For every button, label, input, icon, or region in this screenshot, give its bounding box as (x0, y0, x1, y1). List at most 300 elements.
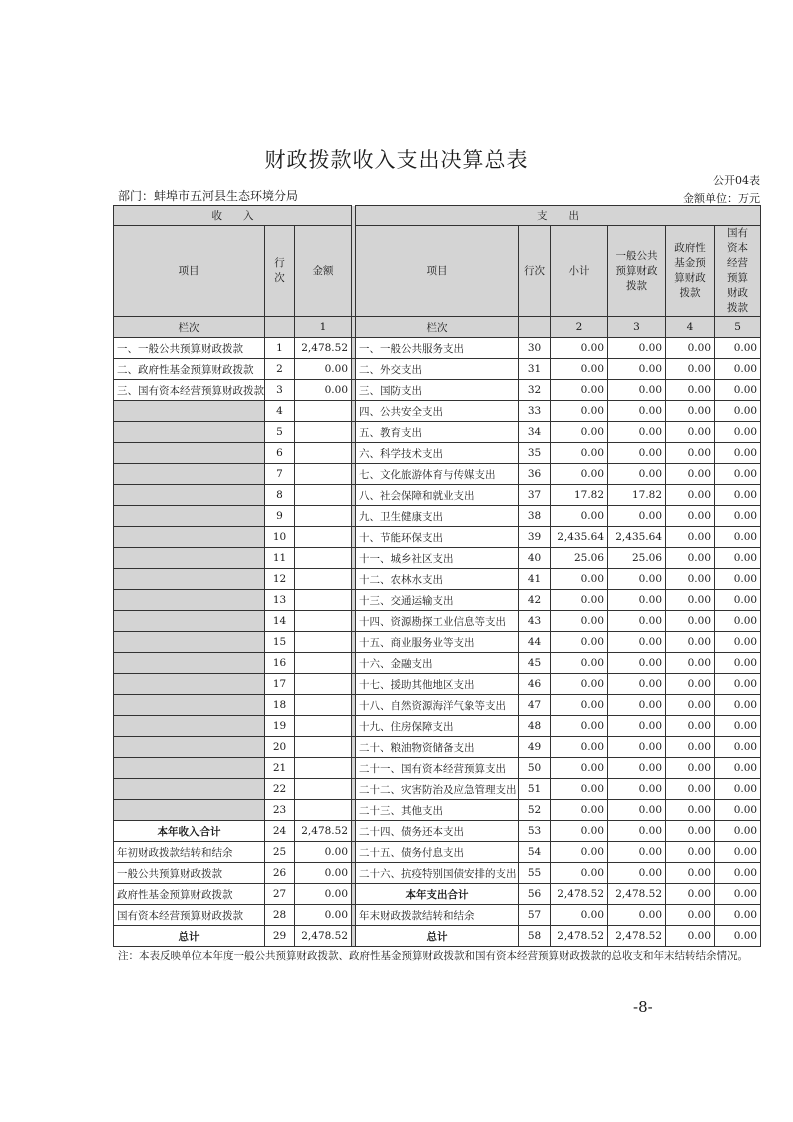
cell-general: 0.00 (608, 611, 666, 632)
cell-income-row: 12 (265, 569, 295, 590)
col-number-general: 3 (608, 317, 666, 338)
cell-expense-item: 七、文化旅游体育与传媒支出 (356, 464, 519, 485)
cell-expense-item: 二十五、债务付息支出 (356, 842, 519, 863)
cell-income-amount (295, 569, 352, 590)
cell-income-row: 22 (265, 779, 295, 800)
cell-expense-row: 50 (519, 758, 551, 779)
cell-income-row: 11 (265, 548, 295, 569)
cell-state-capital: 0.00 (715, 611, 761, 632)
cell-gov-fund: 0.00 (666, 695, 715, 716)
cell-income-row: 4 (265, 401, 295, 422)
cell-state-capital: 0.00 (715, 905, 761, 926)
cell-state-capital: 0.00 (715, 485, 761, 506)
table-row (114, 863, 761, 884)
cell-income-item (114, 674, 265, 695)
cell-income-row: 5 (265, 422, 295, 443)
cell-state-capital: 0.00 (715, 653, 761, 674)
cell-subtotal: 0.00 (551, 758, 608, 779)
cell-income-amount (295, 800, 352, 821)
table-row (114, 485, 761, 506)
footnote: 注：本表反映单位本年度一般公共预算财政拨款、政府性基金预算财政拨款和国有资本经营预算财政拨款的总收支和年末结转结余情况。 (118, 950, 748, 962)
cell-subtotal: 0.00 (551, 464, 608, 485)
cell-expense-item: 二、外交支出 (356, 359, 519, 380)
col-number-empty-2 (519, 317, 551, 338)
cell-general: 17.82 (608, 485, 666, 506)
col-number-subtotal: 2 (551, 317, 608, 338)
cell-income-item (114, 758, 265, 779)
cell-expense-row: 41 (519, 569, 551, 590)
cell-expense-row: 39 (519, 527, 551, 548)
cell-expense-row: 47 (519, 695, 551, 716)
cell-gov-fund: 0.00 (666, 569, 715, 590)
table-row (114, 653, 761, 674)
cell-subtotal: 0.00 (551, 779, 608, 800)
header-subtotal: 小计 (551, 226, 608, 317)
cell-expense-item: 五、教育支出 (356, 422, 519, 443)
cell-expense-row: 55 (519, 863, 551, 884)
cell-general: 0.00 (608, 779, 666, 800)
cell-expense-row: 43 (519, 611, 551, 632)
cell-expense-row: 56 (519, 884, 551, 905)
cell-expense-item: 年末财政拨款结转和结余 (356, 905, 519, 926)
cell-income-row: 23 (265, 800, 295, 821)
cell-gov-fund: 0.00 (666, 338, 715, 359)
cell-income-amount (295, 674, 352, 695)
cell-income-item (114, 443, 265, 464)
cell-income-item (114, 422, 265, 443)
col-number-gov-fund: 4 (666, 317, 715, 338)
cell-general: 2,478.52 (608, 884, 666, 905)
cell-income-row: 26 (265, 863, 295, 884)
cell-expense-row: 52 (519, 800, 551, 821)
table-row (114, 779, 761, 800)
col-number-label: 栏次 (114, 317, 265, 338)
cell-expense-item: 二十三、其他支出 (356, 800, 519, 821)
cell-state-capital: 0.00 (715, 632, 761, 653)
cell-income-amount (295, 401, 352, 422)
cell-income-item (114, 800, 265, 821)
cell-expense-item: 十七、援助其他地区支出 (356, 674, 519, 695)
cell-state-capital: 0.00 (715, 359, 761, 380)
cell-expense-item: 二十四、债务还本支出 (356, 821, 519, 842)
cell-general: 0.00 (608, 695, 666, 716)
table-row (114, 905, 761, 926)
cell-income-row: 15 (265, 632, 295, 653)
cell-expense-row: 40 (519, 548, 551, 569)
cell-state-capital: 0.00 (715, 674, 761, 695)
cell-income-item: 一、一般公共预算财政拨款 (114, 338, 265, 359)
cell-expense-item: 十九、住房保障支出 (356, 716, 519, 737)
expense-section-header: 支 出 (356, 206, 761, 226)
cell-subtotal: 0.00 (551, 611, 608, 632)
cell-gov-fund: 0.00 (666, 590, 715, 611)
cell-general: 2,478.52 (608, 926, 666, 947)
cell-subtotal: 2,435.64 (551, 527, 608, 548)
column-header-row (114, 226, 761, 317)
cell-state-capital: 0.00 (715, 506, 761, 527)
cell-expense-row: 53 (519, 821, 551, 842)
cell-expense-item: 二十、粮油物资储备支出 (356, 737, 519, 758)
cell-income-amount (295, 737, 352, 758)
cell-income-amount (295, 548, 352, 569)
cell-income-row: 13 (265, 590, 295, 611)
table-row (114, 674, 761, 695)
cell-income-row: 17 (265, 674, 295, 695)
cell-subtotal: 0.00 (551, 338, 608, 359)
cell-income-row: 27 (265, 884, 295, 905)
cell-subtotal: 0.00 (551, 695, 608, 716)
cell-expense-row: 49 (519, 737, 551, 758)
cell-state-capital: 0.00 (715, 758, 761, 779)
column-number-row (114, 317, 761, 338)
cell-gov-fund: 0.00 (666, 527, 715, 548)
cell-expense-row: 54 (519, 842, 551, 863)
table-row (114, 422, 761, 443)
cell-subtotal: 0.00 (551, 359, 608, 380)
cell-income-amount (295, 779, 352, 800)
cell-general: 0.00 (608, 842, 666, 863)
cell-subtotal: 0.00 (551, 737, 608, 758)
cell-state-capital: 0.00 (715, 338, 761, 359)
cell-expense-item: 十四、资源勘探工业信息等支出 (356, 611, 519, 632)
cell-subtotal: 0.00 (551, 569, 608, 590)
cell-income-row: 16 (265, 653, 295, 674)
cell-state-capital: 0.00 (715, 548, 761, 569)
cell-income-amount (295, 653, 352, 674)
cell-general: 0.00 (608, 380, 666, 401)
cell-income-row: 28 (265, 905, 295, 926)
table-row (114, 464, 761, 485)
cell-expense-row: 37 (519, 485, 551, 506)
table-row (114, 842, 761, 863)
cell-general: 0.00 (608, 338, 666, 359)
cell-income-amount (295, 590, 352, 611)
cell-income-amount (295, 464, 352, 485)
cell-subtotal: 0.00 (551, 506, 608, 527)
cell-income-amount (295, 632, 352, 653)
cell-expense-row: 38 (519, 506, 551, 527)
cell-gov-fund: 0.00 (666, 380, 715, 401)
table-row (114, 716, 761, 737)
table-row (114, 359, 761, 380)
cell-income-item: 本年收入合计 (114, 821, 265, 842)
cell-expense-row: 45 (519, 653, 551, 674)
cell-gov-fund: 0.00 (666, 653, 715, 674)
table-row (114, 401, 761, 422)
cell-expense-item: 十一、城乡社区支出 (356, 548, 519, 569)
cell-income-row: 19 (265, 716, 295, 737)
cell-income-amount: 0.00 (295, 359, 352, 380)
cell-expense-item: 总计 (356, 926, 519, 947)
cell-income-row: 1 (265, 338, 295, 359)
table-row (114, 737, 761, 758)
cell-income-item: 总计 (114, 926, 265, 947)
table-row (114, 443, 761, 464)
cell-general: 0.00 (608, 401, 666, 422)
cell-general: 0.00 (608, 716, 666, 737)
cell-income-amount (295, 611, 352, 632)
cell-expense-row: 36 (519, 464, 551, 485)
cell-income-amount (295, 485, 352, 506)
cell-income-amount (295, 422, 352, 443)
header-expense-row-no: 行次 (519, 226, 551, 317)
cell-income-amount: 0.00 (295, 905, 352, 926)
cell-state-capital: 0.00 (715, 695, 761, 716)
cell-general: 0.00 (608, 632, 666, 653)
income-section-header: 收 入 (114, 206, 352, 226)
cell-income-item: 三、国有资本经营预算财政拨款 (114, 380, 265, 401)
cell-expense-row: 32 (519, 380, 551, 401)
unit-label: 金额单位：万元 (683, 192, 760, 205)
section-header-row (114, 206, 761, 226)
cell-general: 0.00 (608, 443, 666, 464)
cell-expense-item: 三、国防支出 (356, 380, 519, 401)
cell-income-item (114, 737, 265, 758)
cell-expense-row: 30 (519, 338, 551, 359)
cell-expense-item: 一、一般公共服务支出 (356, 338, 519, 359)
cell-income-item (114, 485, 265, 506)
cell-income-amount (295, 506, 352, 527)
cell-income-amount: 0.00 (295, 842, 352, 863)
col-number-amount: 1 (295, 317, 352, 338)
cell-income-row: 10 (265, 527, 295, 548)
cell-expense-item: 本年支出合计 (356, 884, 519, 905)
header-gov-fund-budget: 政府性 基金预 算财政 拨款 (666, 226, 715, 317)
cell-expense-item: 十八、自然资源海洋气象等支出 (356, 695, 519, 716)
cell-expense-item: 六、科学技术支出 (356, 443, 519, 464)
cell-expense-item: 八、社会保障和就业支出 (356, 485, 519, 506)
cell-state-capital: 0.00 (715, 422, 761, 443)
cell-subtotal: 0.00 (551, 401, 608, 422)
cell-general: 0.00 (608, 590, 666, 611)
cell-expense-row: 51 (519, 779, 551, 800)
cell-expense-item: 十六、金融支出 (356, 653, 519, 674)
cell-income-item (114, 401, 265, 422)
cell-income-row: 24 (265, 821, 295, 842)
cell-expense-row: 58 (519, 926, 551, 947)
table-row (114, 611, 761, 632)
cell-gov-fund: 0.00 (666, 905, 715, 926)
table-row (114, 506, 761, 527)
cell-state-capital: 0.00 (715, 401, 761, 422)
cell-general: 2,435.64 (608, 527, 666, 548)
cell-income-item (114, 653, 265, 674)
cell-expense-item: 十三、交通运输支出 (356, 590, 519, 611)
header-income-amount: 金额 (295, 226, 352, 317)
cell-subtotal: 0.00 (551, 590, 608, 611)
cell-state-capital: 0.00 (715, 863, 761, 884)
cell-state-capital: 0.00 (715, 779, 761, 800)
table-row (114, 548, 761, 569)
cell-income-item (114, 464, 265, 485)
cell-income-item (114, 611, 265, 632)
table-row (114, 569, 761, 590)
cell-income-item (114, 695, 265, 716)
cell-state-capital: 0.00 (715, 464, 761, 485)
page-number: -8- (633, 998, 653, 1016)
cell-gov-fund: 0.00 (666, 485, 715, 506)
cell-gov-fund: 0.00 (666, 800, 715, 821)
cell-state-capital: 0.00 (715, 590, 761, 611)
header-income-item: 项目 (114, 226, 265, 317)
cell-income-item: 国有资本经营预算财政拨款 (114, 905, 265, 926)
cell-subtotal: 0.00 (551, 443, 608, 464)
cell-income-amount: 0.00 (295, 863, 352, 884)
cell-income-row: 25 (265, 842, 295, 863)
cell-income-row: 29 (265, 926, 295, 947)
cell-income-row: 8 (265, 485, 295, 506)
cell-subtotal: 2,478.52 (551, 926, 608, 947)
cell-income-amount (295, 716, 352, 737)
cell-state-capital: 0.00 (715, 737, 761, 758)
cell-expense-row: 34 (519, 422, 551, 443)
cell-subtotal: 0.00 (551, 800, 608, 821)
cell-income-item (114, 716, 265, 737)
table-row (114, 632, 761, 653)
cell-income-item: 年初财政拨款结转和结余 (114, 842, 265, 863)
cell-income-amount: 2,478.52 (295, 338, 352, 359)
cell-state-capital: 0.00 (715, 716, 761, 737)
cell-state-capital: 0.00 (715, 926, 761, 947)
cell-gov-fund: 0.00 (666, 716, 715, 737)
cell-gov-fund: 0.00 (666, 884, 715, 905)
cell-expense-row: 57 (519, 905, 551, 926)
col-number-empty (265, 317, 295, 338)
cell-general: 25.06 (608, 548, 666, 569)
table-row (114, 758, 761, 779)
cell-gov-fund: 0.00 (666, 758, 715, 779)
cell-income-item (114, 779, 265, 800)
cell-subtotal: 0.00 (551, 821, 608, 842)
cell-subtotal: 0.00 (551, 842, 608, 863)
cell-gov-fund: 0.00 (666, 926, 715, 947)
table-row (114, 800, 761, 821)
table-row (114, 884, 761, 905)
cell-general: 0.00 (608, 506, 666, 527)
cell-income-row: 14 (265, 611, 295, 632)
cell-gov-fund: 0.00 (666, 632, 715, 653)
cell-gov-fund: 0.00 (666, 611, 715, 632)
cell-income-row: 21 (265, 758, 295, 779)
cell-gov-fund: 0.00 (666, 422, 715, 443)
cell-general: 0.00 (608, 653, 666, 674)
cell-state-capital: 0.00 (715, 800, 761, 821)
table-row (114, 527, 761, 548)
cell-expense-row: 48 (519, 716, 551, 737)
cell-general: 0.00 (608, 359, 666, 380)
cell-state-capital: 0.00 (715, 380, 761, 401)
cell-gov-fund: 0.00 (666, 779, 715, 800)
table-row (114, 338, 761, 359)
cell-state-capital: 0.00 (715, 569, 761, 590)
header-general-budget: 一般公共 预算财政 拨款 (608, 226, 666, 317)
cell-expense-item: 十、节能环保支出 (356, 527, 519, 548)
cell-income-amount: 0.00 (295, 884, 352, 905)
cell-income-amount (295, 443, 352, 464)
cell-general: 0.00 (608, 800, 666, 821)
cell-subtotal: 17.82 (551, 485, 608, 506)
header-income-row-no: 行 次 (265, 226, 295, 317)
cell-income-row: 6 (265, 443, 295, 464)
cell-subtotal: 0.00 (551, 632, 608, 653)
cell-income-row: 2 (265, 359, 295, 380)
cell-gov-fund: 0.00 (666, 359, 715, 380)
cell-gov-fund: 0.00 (666, 464, 715, 485)
cell-income-amount (295, 527, 352, 548)
cell-general: 0.00 (608, 569, 666, 590)
cell-gov-fund: 0.00 (666, 863, 715, 884)
cell-expense-row: 33 (519, 401, 551, 422)
cell-expense-item: 二十一、国有资本经营预算支出 (356, 758, 519, 779)
cell-general: 0.00 (608, 758, 666, 779)
col-number-state-capital: 5 (715, 317, 761, 338)
cell-subtotal: 0.00 (551, 716, 608, 737)
cell-gov-fund: 0.00 (666, 737, 715, 758)
cell-subtotal: 0.00 (551, 905, 608, 926)
cell-state-capital: 0.00 (715, 527, 761, 548)
cell-general: 0.00 (608, 737, 666, 758)
table-row (114, 590, 761, 611)
cell-general: 0.00 (608, 464, 666, 485)
cell-expense-item: 九、卫生健康支出 (356, 506, 519, 527)
cell-gov-fund: 0.00 (666, 506, 715, 527)
cell-general: 0.00 (608, 863, 666, 884)
cell-expense-row: 44 (519, 632, 551, 653)
department-label: 部门：蚌埠市五河县生态环境分局 (118, 189, 299, 203)
cell-state-capital: 0.00 (715, 884, 761, 905)
cell-gov-fund: 0.00 (666, 401, 715, 422)
cell-expense-row: 42 (519, 590, 551, 611)
table-row (114, 380, 761, 401)
cell-income-item (114, 506, 265, 527)
cell-income-row: 9 (265, 506, 295, 527)
cell-state-capital: 0.00 (715, 821, 761, 842)
cell-income-row: 7 (265, 464, 295, 485)
cell-income-row: 18 (265, 695, 295, 716)
cell-expense-row: 46 (519, 674, 551, 695)
budget-summary-table (113, 205, 761, 947)
cell-general: 0.00 (608, 821, 666, 842)
cell-subtotal: 2,478.52 (551, 884, 608, 905)
cell-expense-item: 十五、商业服务业等支出 (356, 632, 519, 653)
cell-subtotal: 25.06 (551, 548, 608, 569)
table-row (114, 695, 761, 716)
cell-income-item: 政府性基金预算财政拨款 (114, 884, 265, 905)
cell-gov-fund: 0.00 (666, 674, 715, 695)
cell-gov-fund: 0.00 (666, 842, 715, 863)
header-expense-item: 项目 (356, 226, 519, 317)
cell-income-item: 一般公共预算财政拨款 (114, 863, 265, 884)
cell-expense-item: 四、公共安全支出 (356, 401, 519, 422)
cell-general: 0.00 (608, 905, 666, 926)
cell-subtotal: 0.00 (551, 674, 608, 695)
table-row (114, 926, 761, 947)
cell-expense-item: 二十二、灾害防治及应急管理支出 (356, 779, 519, 800)
page-title: 财政拨款收入支出决算总表 (264, 148, 529, 172)
col-number-label-2: 栏次 (356, 317, 519, 338)
cell-income-item (114, 632, 265, 653)
cell-income-row: 3 (265, 380, 295, 401)
header-state-capital-budget: 国有 资本 经营 预算 财政 拨款 (715, 226, 761, 317)
cell-expense-item: 十二、农林水支出 (356, 569, 519, 590)
cell-income-row: 20 (265, 737, 295, 758)
cell-state-capital: 0.00 (715, 443, 761, 464)
cell-gov-fund: 0.00 (666, 443, 715, 464)
cell-income-item (114, 548, 265, 569)
cell-subtotal: 0.00 (551, 422, 608, 443)
cell-gov-fund: 0.00 (666, 548, 715, 569)
cell-general: 0.00 (608, 674, 666, 695)
